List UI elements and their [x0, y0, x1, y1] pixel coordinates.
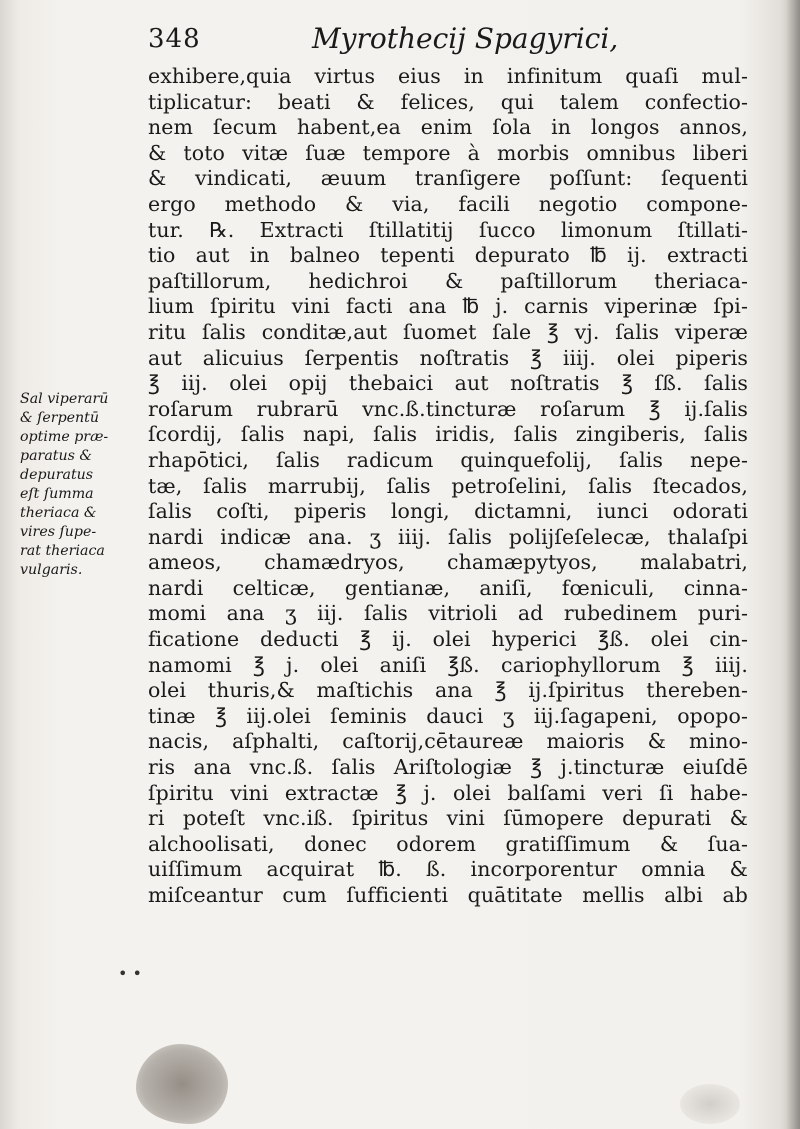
running-title: Myrothecij Spagyrici, [312, 22, 619, 55]
text-line: roſarum rubrarū vnc.ß.tincturæ roſarum ℥ ij.ſalis [148, 396, 748, 421]
text-line: nacis, aſphalti, caſtorij,cētaureæ maioris & mino- [148, 729, 748, 754]
margin-note-line: vulgaris. [20, 562, 83, 578]
ink-stain [136, 1044, 228, 1124]
text-line: paſtillorum, hedichroi & paſtillorum theriaca- [148, 268, 748, 293]
margin-note-line: depuratus [20, 467, 94, 483]
margin-note-line: theriaca & [20, 505, 97, 521]
body-text [148, 64, 748, 909]
text-line: ſcordij, ſalis napi, ſalis iridis, ſalis zingiberis, ſalis [148, 422, 748, 447]
text-line: rhapōtici, ſalis radicum quinquefolij, ſalis nepe- [148, 447, 748, 472]
text-line: nardi indicæ ana. ʒ iiij. ſalis polijſeſelecæ, thalaſpi [148, 524, 748, 549]
text-line: tinæ ℥ iij.olei ſeminis dauci ʒ iij.ſagapeni, opopo- [148, 703, 748, 728]
text-line: ris ana vnc.ß. ſalis Ariſtologiæ ℥ j.tincturæ eiuſdē [148, 755, 748, 780]
margin-note-line: Sal viperarū [20, 391, 109, 407]
paper-stain [680, 1084, 740, 1124]
text-line: tæ, ſalis marrubij, ſalis petroſelini, ſalis ſtecados, [148, 473, 748, 498]
text-line: tiplicatur: beati & felices, qui talem confectio- [148, 89, 748, 114]
text-line: tur. ℞. Extracti ſtillatitij ſucco limonum ſtillati- [148, 217, 748, 242]
text-line: ℥ iij. olei opij thebaici aut noſtratis ℥ ſß. ſalis [148, 371, 748, 396]
text-line: momi ana ʒ iij. ſalis vitrioli ad rubedinem puri- [148, 601, 748, 626]
text-line: olei thuris,& maſtichis ana ℥ ij.ſpiritus thereben- [148, 678, 748, 703]
text-line: ri poteſt vnc.iß. ſpiritus vini ſūmopere depurati & [148, 806, 748, 831]
text-line: nem ſecum habent,ea enim ſola in longos annos, [148, 115, 748, 140]
text-line: exhibere,quia virtus eius in infinitum quaſi mul- [148, 64, 748, 88]
text-line: ritu ſalis conditæ,aut ſuomet ſale ℥ vj. ſalis viperæ [148, 319, 748, 344]
margin-note-line: rat theriaca [20, 543, 105, 559]
page-number: 348 [148, 24, 201, 54]
margin-note-line: paratus & [20, 448, 93, 464]
text-line: tio aut in balneo tepenti depurato ℔ ij. extracti [148, 243, 748, 268]
margin-note-line: eſt ſumma [20, 486, 94, 502]
margin-note-line: optime præ- [20, 429, 109, 445]
text-line: & toto vitæ ſuæ tempore à morbis omnibus liberi [148, 140, 748, 165]
text-line: ergo methodo & via, facili negotio compone- [148, 191, 748, 216]
margin-note-line: vires ſupe- [20, 524, 97, 540]
text-line: lium ſpiritu vini facti ana ℔ j. carnis viperinæ ſpi- [148, 294, 748, 319]
text-line: namomi ℥ j. olei aniſi ℥ß. cariophyllorum ℥ iiij. [148, 652, 748, 677]
binding-shadow [786, 0, 800, 1129]
text-line: uiſſimum acquirat ℔. ß. incorporentur omnia & [148, 857, 748, 882]
text-line: nardi celticæ, gentianæ, aniſi, fœniculi, cinna- [148, 575, 748, 600]
text-line: ficatione deducti ℥ ij. olei hyperici ℥ß. olei cin- [148, 627, 748, 652]
text-line: miſceantur cum ſufficienti quātitate mellis albi ab [148, 883, 748, 907]
marginal-dots: • • [118, 964, 142, 983]
margin-note [20, 390, 145, 580]
page-header [148, 22, 748, 62]
text-line: ameos, chamædryos, chamæpytyos, malabatri, [148, 550, 748, 575]
text-line: ſpiritu vini extractæ ℥ j. olei balſami veri ſi habe- [148, 780, 748, 805]
text-line: aut alicuius ſerpentis noſtratis ℥ iiij. olei piperis [148, 345, 748, 370]
text-line: ſalis coſti, piperis longi, dictamni, iunci odorati [148, 499, 748, 524]
text-line: & vindicati, æuum tranſigere poſſunt: ſequenti [148, 166, 748, 191]
text-line: alchoolisati, donec odorem gratiſſimum & ſua- [148, 831, 748, 856]
margin-note-line: & ſerpentū [20, 410, 100, 426]
